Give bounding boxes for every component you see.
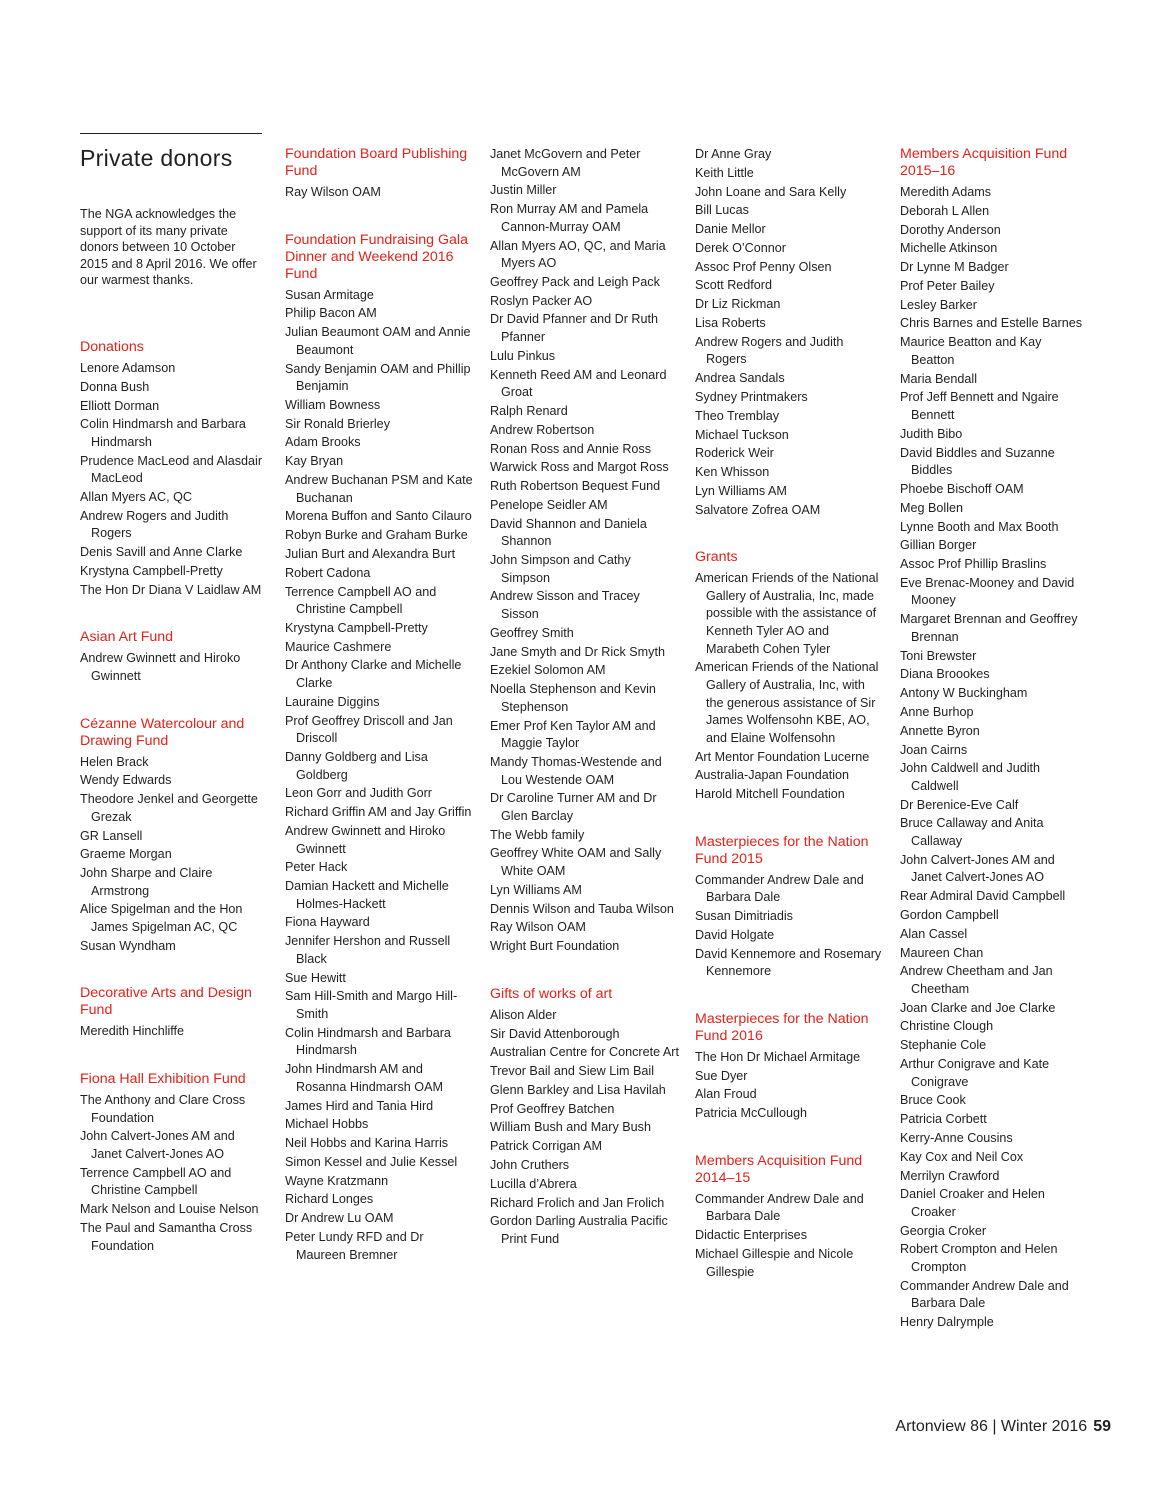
section-heading: Masterpieces for the Nation Fund 2016 [695, 1010, 869, 1044]
donor-name: Geoffrey Pack and Leigh Pack [490, 274, 660, 289]
donor-name: Lenore Adamson [80, 360, 176, 375]
donor-name: Andrew Gwinnett and Hiroko Gwinnett [80, 651, 241, 683]
donor-name: Andrew Sisson and Tracey Sisson [490, 589, 640, 622]
donor-name: Salvatore Zofrea OAM [695, 502, 821, 517]
donor-name: Allan Myers AO, QC, and Maria Myers AO [490, 238, 666, 271]
donor-name: Derek O’Connor [695, 240, 786, 255]
section-heading: Members Acquisition Fund 2015–16 [900, 146, 1068, 179]
donor-name: Philip Bacon AM [285, 306, 377, 321]
donor-name: Allan Myers AC, QC [80, 490, 192, 505]
donor-name: Roderick Weir [695, 446, 774, 461]
donor-section [695, 1011, 883, 1123]
donor-name: Emer Prof Ken Taylor AM and Maggie Taylor [490, 718, 656, 751]
donor-name: Rear Admiral David Campbell [900, 889, 1066, 904]
column-2 [285, 146, 475, 1265]
donor-section [695, 549, 883, 803]
donor-name: American Friends of the National Gallery of Australia, Inc, made possible with the assistance of Kenneth Tyler AO and Marabeth Cohen Tyler [695, 571, 879, 656]
donor-section [80, 716, 266, 956]
donor-name: Bill Lucas [695, 203, 749, 218]
donor-name: Ezekiel Solomon AM [490, 663, 606, 678]
donor-name: Susan Dimitriadis [695, 909, 793, 924]
donor-name: Dr Lynne M Badger [900, 260, 1009, 275]
donor-name: Lesley Barker [900, 297, 977, 312]
donor-name: Graeme Morgan [80, 847, 172, 862]
donor-name: John Caldwell and Judith Caldwell [900, 761, 1041, 793]
donor-name: Michael Hobbs [285, 1117, 369, 1132]
donor-name: Ruth Robertson Bequest Fund [490, 479, 661, 494]
column-4 [695, 146, 883, 1282]
donor-name: Chris Barnes and Estelle Barnes [900, 316, 1083, 331]
donor-name: Michael Gillespie and Nicole Gillespie [695, 1246, 854, 1279]
section-heading: Grants [695, 549, 738, 566]
donor-section [695, 834, 883, 981]
donor-name: John Loane and Sara Kelly [695, 184, 847, 199]
donor-name: Lynne Booth and Max Booth [900, 519, 1059, 534]
donor-section [900, 146, 1088, 1332]
donor-name: Denis Savill and Anne Clarke [80, 545, 243, 560]
donor-name: Keith Little [695, 165, 754, 180]
donor-name: Dr Anne Gray [695, 147, 772, 161]
page-footer [895, 1416, 1111, 1438]
donor-name: Mark Nelson and Louise Nelson [80, 1202, 259, 1217]
donor-name: Warwick Ross and Margot Ross [490, 460, 669, 475]
donor-section [80, 985, 266, 1041]
donor-name: Prof Geoffrey Batchen [490, 1101, 615, 1116]
donor-name: Christine Clough [900, 1019, 994, 1034]
section-heading: Decorative Arts and Design Fund [80, 985, 252, 1019]
donor-name: Prudence MacLeod and Alasdair MacLeod [80, 453, 263, 486]
donor-name: Maureen Chan [900, 945, 984, 960]
donor-name: John Calvert-Jones AM and Janet Calvert-Jones AO [80, 1129, 235, 1161]
donor-name: Noella Stephenson and Kevin Stephenson [490, 682, 656, 714]
donor-name: Andrea Sandals [695, 371, 785, 386]
donor-name: Kenneth Reed AM and Leonard Groat [490, 367, 667, 400]
donor-name: Art Mentor Foundation Lucerne [695, 749, 870, 764]
donor-name: John Calvert-Jones AM and Janet Calvert-Jones AO [900, 852, 1055, 885]
donor-name: Commander Andrew Dale and Barbara Dale [695, 1191, 864, 1224]
donor-name: Andrew Gwinnett and Hiroko Gwinnett [285, 823, 446, 856]
donor-name: The Webb family [490, 827, 585, 842]
donor-name: Assoc Prof Phillip Braslins [900, 557, 1047, 572]
column-1 [80, 146, 266, 1256]
donor-name: Michael Tuckson [695, 427, 789, 442]
donor-name: Phoebe Bischoff OAM [900, 481, 1024, 496]
donor-name: Sam Hill-Smith and Margo Hill-Smith [285, 989, 458, 1021]
donor-name: Andrew Robertson [490, 422, 595, 437]
donor-name: John Simpson and Cathy Simpson [490, 553, 631, 585]
donor-name: Antony W Buckingham [900, 686, 1028, 701]
donor-name: Sir Ronald Brierley [285, 416, 390, 431]
donor-name: Gordon Campbell [900, 907, 999, 922]
donor-name: Simon Kessel and Julie Kessel [285, 1154, 458, 1169]
donor-name: Commander Andrew Dale and Barbara Dale [695, 872, 864, 905]
donor-name: Terrence Campbell AO and Christine Campbell [80, 1165, 232, 1198]
donor-name: Ralph Renard [490, 404, 568, 418]
donor-name: Margaret Brennan and Geoffrey Brennan [900, 612, 1078, 644]
donor-name: Gillian Borger [900, 538, 977, 553]
donor-name: Lucilla d’Abrera [490, 1176, 577, 1191]
donor-name: David Shannon and Daniela Shannon [490, 516, 647, 549]
section-heading: Fiona Hall Exhibition Fund [80, 1071, 246, 1087]
donor-name: Merrilyn Crawford [900, 1168, 1000, 1183]
donor-name: Alice Spigelman and the Hon James Spigelman AC, QC [80, 902, 243, 935]
donor-name: Henry Dalrymple [900, 1315, 994, 1330]
donor-name: Robert Cadona [285, 565, 371, 580]
donor-name: Sydney Printmakers [695, 389, 808, 404]
donor-name: Ken Whisson [695, 465, 770, 480]
donor-name: Scott Redford [695, 278, 773, 293]
donor-name: Danie Mellor [695, 222, 766, 237]
donor-section [490, 146, 680, 956]
donor-name: Susan Armitage [285, 287, 374, 302]
donor-name: Jennifer Hershon and Russell Black [285, 934, 451, 966]
donor-name: Assoc Prof Penny Olsen [695, 259, 832, 274]
page-number: 59 [1093, 1418, 1111, 1435]
donor-name: Dr Anthony Clarke and Michelle Clarke [285, 658, 462, 691]
donor-name: Anne Burhop [900, 704, 974, 719]
donor-name: Geoffrey Smith [490, 625, 574, 640]
donor-name: Ray Wilson OAM [490, 920, 586, 935]
donor-name: John Sharpe and Claire Armstrong [80, 866, 213, 898]
donor-name: Gordon Darling Australia Pacific Print Fund [490, 1214, 668, 1246]
donor-name: Wayne Kratzmann [285, 1173, 389, 1188]
donor-name: Roslyn Packer AO [490, 293, 593, 308]
donor-name: Alan Froud [695, 1087, 757, 1102]
donor-name: Patricia McCullough [695, 1106, 807, 1121]
donor-name: John Cruthers [490, 1158, 570, 1172]
donor-name: Leon Gorr and Judith Gorr [285, 786, 433, 801]
donor-name: Colin Hindmarsh and Barbara Hindmarsh [80, 417, 246, 449]
section-heading: Foundation Board Publishing Fund [285, 146, 468, 179]
donor-name: Australia-Japan Foundation [695, 768, 850, 783]
column-5 [900, 146, 1088, 1333]
donor-name: Judith Bibo [900, 426, 963, 441]
donor-name: Dr Andrew Lu OAM [285, 1211, 394, 1226]
donor-name: Dr Berenice-Eve Calf [900, 797, 1019, 812]
donor-name: Wright Burt Foundation [490, 939, 620, 954]
donor-name: Damian Hackett and Michelle Holmes-Hackett [285, 879, 449, 911]
section-heading: Members Acquisition Fund 2014–15 [695, 1152, 863, 1186]
donor-name: Bruce Cook [900, 1093, 966, 1108]
donor-name: Robyn Burke and Graham Burke [285, 528, 468, 543]
donor-name: Adam Brooks [285, 435, 361, 450]
donor-name: Australian Centre for Concrete Art [490, 1045, 679, 1060]
donor-name: Richard Frolich and Jan Frolich [490, 1195, 665, 1210]
donor-name: David Biddles and Suzanne Biddles [900, 445, 1055, 478]
donor-name: Michelle Atkinson [900, 241, 998, 256]
donor-name: Helen Brack [80, 754, 149, 769]
donor-name: Patricia Corbett [900, 1112, 987, 1127]
donor-name: Peter Hack [285, 860, 348, 875]
donor-name: Didactic Enterprises [695, 1228, 807, 1243]
donor-section [80, 1071, 266, 1255]
donor-name: Sue Hewitt [285, 970, 346, 985]
donor-name: Theodore Jenkel and Georgette Grezak [80, 792, 258, 824]
donor-name: Ron Murray AM and Pamela Cannon-Murray OAM [490, 202, 649, 234]
section-heading: Foundation Fundraising Gala Dinner and Weekend 2016 Fund [285, 231, 468, 282]
donor-name: Meredith Hinchliffe [80, 1024, 185, 1039]
donor-name: Donna Bush [80, 379, 150, 394]
donor-name: William Bush and Mary Bush [490, 1120, 651, 1135]
donor-name: Danny Goldberg and Lisa Goldberg [285, 750, 428, 782]
donor-name: Bruce Callaway and Anita Callaway [900, 816, 1044, 849]
donor-name: Dorothy Anderson [900, 222, 1001, 237]
donor-name: The Hon Dr Diana V Laidlaw AM [80, 582, 262, 597]
donor-name: Lyn Williams AM [490, 882, 582, 897]
donor-name: Lisa Roberts [695, 316, 766, 331]
donor-section [695, 146, 883, 519]
donor-name: Susan Wyndham [80, 938, 176, 953]
donor-name: Kerry-Anne Cousins [900, 1130, 1013, 1145]
donor-name: Lauraine Diggins [285, 694, 380, 709]
donor-name: Diana Broookes [900, 667, 990, 682]
donor-name: Dr Caroline Turner AM and Dr Glen Barclay [490, 791, 657, 823]
donor-name: David Holgate [695, 927, 775, 942]
donor-name: Joan Clarke and Joe Clarke [900, 1000, 1056, 1015]
title-rule [80, 133, 262, 134]
donor-name: Fiona Hayward [285, 915, 370, 930]
donor-name: Joan Cairns [900, 742, 968, 757]
donor-name: Kay Bryan [285, 454, 344, 469]
donor-name: Dr David Pfanner and Dr Ruth Pfanner [490, 312, 658, 345]
section-heading: Masterpieces for the Nation Fund 2015 [695, 833, 869, 867]
donor-name: Jane Smyth and Dr Rick Smyth [490, 644, 665, 659]
donor-name: Penelope Seidler AM [490, 497, 608, 512]
donor-name: The Hon Dr Michael Armitage [695, 1049, 861, 1064]
donor-name: Stephanie Cole [900, 1038, 987, 1053]
donor-name: Meg Bollen [900, 500, 964, 515]
donor-name: Julian Beaumont OAM and Annie Beaumont [285, 325, 471, 357]
donor-name: James Hird and Tania Hird [285, 1098, 434, 1113]
donor-name: Morena Buffon and Santo Cilauro [285, 509, 472, 524]
donor-name: William Bowness [285, 397, 381, 412]
donor-name: Alison Alder [490, 1007, 557, 1022]
donor-name: The Anthony and Clare Cross Foundation [80, 1093, 246, 1125]
donor-name: Geoffrey White OAM and Sally White OAM [490, 846, 662, 879]
donor-name: Andrew Rogers and Judith Rogers [695, 334, 844, 367]
column-3 [490, 146, 680, 1250]
donor-name: Ronan Ross and Annie Ross [490, 441, 652, 456]
donor-name: Sue Dyer [695, 1068, 748, 1083]
donor-name: Robert Crompton and Helen Crompton [900, 1242, 1058, 1275]
donor-name: Eve Brenac-Mooney and David Mooney [900, 575, 1075, 608]
donor-name: John Hindmarsh AM and Rosanna Hindmarsh OAM [285, 1062, 443, 1094]
section-heading: Cézanne Watercolour and Drawing Fund [80, 715, 245, 749]
donor-name: Richard Griffin AM and Jay Griffin [285, 805, 472, 820]
donor-name: Alan Cassel [900, 926, 968, 941]
donor-name: Meredith Adams [900, 185, 991, 199]
donor-name: GR Lansell [80, 828, 143, 843]
publication-label: Artonview 86 | Winter 2016 [895, 1418, 1088, 1435]
donor-name: Daniel Croaker and Helen Croaker [900, 1187, 1045, 1219]
donor-section [285, 232, 475, 1265]
donor-name: Neil Hobbs and Karina Harris [285, 1136, 449, 1151]
donor-section [490, 986, 680, 1249]
donor-name: Prof Jeff Bennett and Ngaire Bennett [900, 390, 1059, 422]
donor-name: Deborah L Allen [900, 203, 990, 218]
section-heading: Gifts of works of art [490, 985, 613, 1002]
donor-name: David Kennemore and Rosemary Kennemore [695, 946, 882, 979]
donor-name: Toni Brewster [900, 648, 977, 663]
donor-name: Lyn Williams AM [695, 483, 787, 498]
donor-name: Trevor Bail and Siew Lim Bail [490, 1064, 655, 1079]
donor-name: Annette Byron [900, 723, 980, 738]
donor-name: Lulu Pinkus [490, 348, 556, 363]
donor-section [285, 146, 475, 202]
donor-name: Glenn Barkley and Lisa Havilah [490, 1082, 666, 1097]
donor-name: Sir David Attenborough [490, 1026, 620, 1041]
donor-name: American Friends of the National Gallery of Australia, Inc, with the generous assistance of Sir James Wolfensohn KBE, AO, and Elaine Wolfensohn [695, 660, 879, 745]
donor-name: Richard Longes [285, 1192, 374, 1207]
donor-name: Maria Bendall [900, 371, 978, 386]
donor-name: Sandy Benjamin OAM and Phillip Benjamin [285, 361, 471, 394]
donor-name: Maurice Beatton and Kay Beatton [900, 335, 1042, 367]
donor-name: Ray Wilson OAM [285, 185, 381, 199]
donor-name: Julian Burt and Alexandra Burt [285, 546, 456, 561]
donor-name: Wendy Edwards [80, 773, 172, 788]
donor-name: Commander Andrew Dale and Barbara Dale [900, 1278, 1069, 1311]
donor-name: Andrew Buchanan PSM and Kate Buchanan [285, 473, 473, 505]
donor-name: Mandy Thomas-Westende and Lou Westende OAM [490, 754, 662, 787]
donor-name: Harold Mitchell Foundation [695, 787, 845, 802]
donor-name: Justin Miller [490, 183, 557, 198]
donor-name: Janet McGovern and Peter McGovern AM [490, 147, 641, 179]
donor-name: Elliott Dorman [80, 398, 160, 413]
section-heading: Asian Art Fund [80, 629, 174, 646]
donor-name: The Paul and Samantha Cross Foundation [80, 1220, 253, 1253]
section-heading: Donations [80, 338, 144, 355]
donor-name: Krystyna Campbell-Pretty [285, 620, 428, 635]
donor-name: Colin Hindmarsh and Barbara Hindmarsh [285, 1025, 451, 1058]
donor-section [80, 339, 266, 599]
donor-name: Maurice Cashmere [285, 639, 392, 654]
donor-name: Terrence Campbell AO and Christine Campbell [285, 584, 437, 617]
donor-name: Kay Cox and Neil Cox [900, 1149, 1024, 1164]
donor-section [695, 1153, 883, 1281]
donor-name: Krystyna Campbell-Pretty [80, 564, 223, 578]
intro-text: The NGA acknowledges the support of its many private donors between 10 October 2015 and 8 April 2016. We offer our warmest thanks. [80, 207, 257, 288]
donor-name: Patrick Corrigan AM [490, 1139, 602, 1154]
donor-name: Andrew Cheetham and Jan Cheetham [900, 964, 1053, 996]
donor-name: Prof Geoffrey Driscoll and Jan Driscoll [285, 713, 453, 746]
donor-name: Theo Tremblay [695, 408, 779, 423]
donor-name: Andrew Rogers and Judith Rogers [80, 508, 229, 541]
donor-name: Georgia Croker [900, 1223, 987, 1238]
donor-name: Dennis Wilson and Tauba Wilson [490, 901, 674, 916]
donor-name: Dr Liz Rickman [695, 297, 781, 312]
donor-name: Prof Peter Bailey [900, 278, 995, 293]
donor-section [80, 629, 266, 685]
donor-name: Arthur Conigrave and Kate Conigrave [900, 1057, 1050, 1089]
donor-name: Peter Lundy RFD and Dr Maureen Bremner [285, 1230, 424, 1262]
page-title: Private donors [80, 145, 233, 171]
